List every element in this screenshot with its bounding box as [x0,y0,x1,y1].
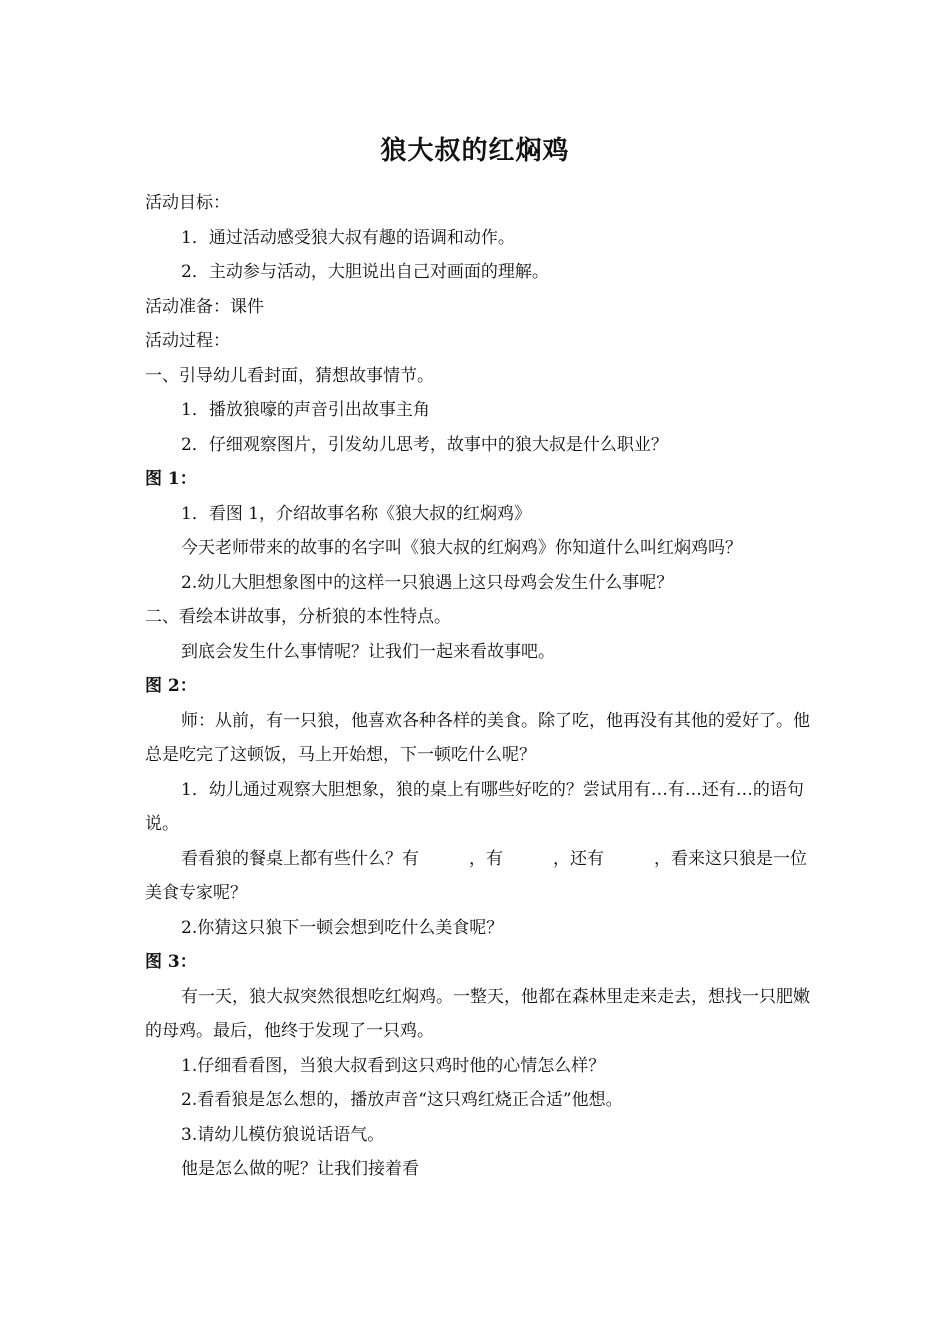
figure-1-item-2: 2.幼儿大胆想象图中的这样一只狼遇上这只母鸡会发生什么事呢？ [181,572,674,593]
blank-text-2: ，有 [469,848,503,869]
preparation: 活动准备：课件 [145,296,264,317]
document-title: 狼大叔的红焖鸡 [380,136,570,166]
blank-text-3: ，还有 [553,848,604,869]
section-1-heading: 一、引导幼儿看封面，猜想故事情节。 [145,365,434,386]
figure-2-item-2: 2.你猜这只狼下一顿会想到吃什么美食呢？ [181,917,504,938]
figure-3-para-1: 有一天，狼大叔突然很想吃红焖鸡。一整天，他都在森林里走来走去，想找一只肥嫩的母鸡。最后，他终于发现了一只鸡。 [145,986,810,1041]
section-1-item-1: 1．播放狼嚎的声音引出故事主角 [181,400,430,420]
figure-1-line-2: 今天老师带来的故事的名字叫《狼大叔的红焖鸡》你知道什么叫红焖鸡吗？ [181,538,742,558]
figure-3-line-4: 他是怎么做的呢？让我们接着看 [181,1159,419,1179]
figure-2-item-1: 1．幼儿通过观察大胆想象，狼的桌上有哪些好吃的？尝试用有…有…还有…的语句说。 [145,779,804,834]
objective-1: 1．通过活动感受狼大叔有趣的语调和动作。 [181,227,515,248]
figure-3-label: 图 3： [145,952,197,972]
document-body [145,186,810,1187]
process-heading: 活动过程： [145,331,230,351]
objectives-heading: 活动目标： [145,193,230,213]
section-1-item-2: 2．仔细观察图片，引发幼儿思考，故事中的狼大叔是什么职业？ [181,434,668,455]
figure-2-label: 图 2： [145,676,197,696]
figure-3-item-3: 3.请幼儿模仿狼说话语气。 [181,1124,385,1145]
blank-text-4: ，看来这只狼是一位美食专家呢？ [145,848,807,903]
section-2-line-1: 到底会发生什么事情呢？让我们一起来看故事吧。 [181,641,555,662]
blank-text-1: 看看狼的餐桌上都有些什么？有 [181,848,419,869]
figure-1-label: 图 1： [145,469,197,489]
figure-3-item-2: 2.看看狼是怎么想的，播放声音“这只鸡红烧正合适”他想。 [181,1090,623,1110]
figure-3-item-1: 1.仔细看看图，当狼大叔看到这只鸡时他的心情怎么样？ [181,1055,606,1076]
section-2-heading: 二、看绘本讲故事，分析狼的本性特点。 [145,607,451,627]
figure-2-blank-sentence [145,842,810,911]
objective-2: 2．主动参与活动，大胆说出自己对画面的理解。 [181,262,549,282]
figure-1-item-1: 1．看图 1，介绍故事名称《狼大叔的红焖鸡》 [181,503,532,524]
figure-2-para-1: 师：从前，有一只狼，他喜欢各种各样的美食。除了吃，他再没有其他的爱好了。他总是吃完了这顿饭，马上开始想，下一顿吃什么呢？ [145,710,810,765]
